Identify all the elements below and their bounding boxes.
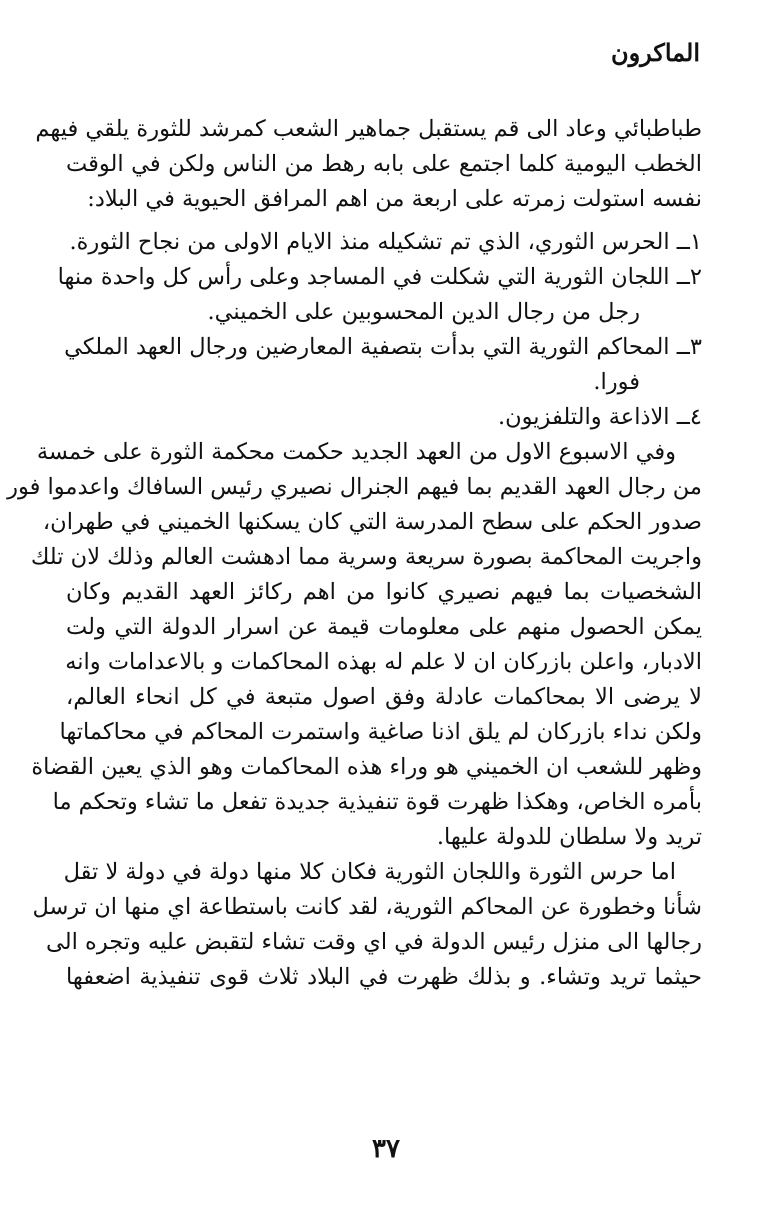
- text-line: الشخصيات بما فيهم نصيري كانوا من اهم ركائز العهد القديم وكان: [66, 579, 702, 605]
- running-head-title: الماكرون: [610, 38, 700, 67]
- text-line: رجالها الى منزل رئيس الدولة في اي وقت تشاء لتقبض عليه وتجره الى: [46, 929, 702, 955]
- text-line: حيثما تريد وتشاء. و بذلك ظهرت في البلاد ثلاث قوى تنفيذية اضعفها: [66, 964, 702, 990]
- list-item-4: ٤ــ الاذاعة والتلفزيون.: [498, 404, 702, 430]
- text-line: صدور الحكم على سطح المدرسة التي كان يسكنها الخميني في طهران،: [42, 509, 702, 535]
- list-item-2-continued: رجل من رجال الدين المحسوبين على الخميني.: [207, 299, 640, 325]
- text-line: وظهر للشعب ان الخميني هو وراء هذه المحاكمات وهو الذي يعين القضاة: [31, 754, 702, 780]
- text-line: الادبار، واعلن بازركان ان لا علم له بهذه المحاكمات و بالاعدامات وانه: [65, 649, 702, 675]
- text-line: وفي الاسبوع الاول من العهد الجديد حكمت محكمة الثورة على خمسة: [36, 439, 676, 465]
- text-line: تريد ولا سلطان للدولة عليها.: [436, 824, 702, 850]
- text-line: نفسه استولت زمرته على اربعة من اهم المرافق الحيوية في البلاد:: [87, 186, 702, 212]
- text-line: واجريت المحاكمة بصورة سريعة وسرية مما ادهشت العالم وذلك لان تلك: [30, 544, 702, 570]
- text-line: شأنا وخطورة عن المحاكم الثورية، لقد كانت باستطاعة اي منها ان ترسل: [32, 894, 702, 920]
- list-item-3: ٣ــ المحاكم الثورية التي بدأت بتصفية المعارضين ورجال العهد الملكي: [64, 334, 702, 360]
- text-line: لا يرضى الا بمحاكمات عادلة وفق اصول متبعة في كل انحاء العالم،: [66, 684, 702, 710]
- text-line: اما حرس الثورة واللجان الثورية فكان كلا منها دولة في دولة لا تقل: [63, 859, 676, 885]
- text-line: يمكن الحصول منهم على معلومات قيمة عن اسرار الدولة التي ولت: [66, 614, 702, 640]
- page-number: ٣٧: [372, 1134, 400, 1164]
- body-text: [7, 112, 702, 995]
- list-item-2: ٢ــ اللجان الثورية التي شكلت في المساجد وعلى رأس كل واحدة منها: [57, 264, 702, 290]
- text-line: بأمره الخاص، وهكذا ظهرت قوة تنفيذية جديدة تفعل ما تشاء وتحكم ما: [52, 789, 702, 815]
- text-line: ولكن نداء بازركان لم يلق اذنا صاغية واستمرت المحاكم في محاكماتها: [59, 719, 702, 745]
- text-line: من رجال العهد القديم بما فيهم الجنرال نصيري رئيس السافاك واعدموا فور: [7, 474, 702, 500]
- list-item-1: ١ــ الحرس الثوري، الذي تم تشكيله منذ الايام الاولى من نجاح الثورة.: [69, 229, 702, 255]
- list-item-3-continued: فورا.: [593, 369, 640, 395]
- text-line: الخطب اليومية كلما اجتمع على بابه رهط من الناس ولكن في الوقت: [66, 151, 702, 177]
- text-line: طباطبائي وعاد الى قم يستقبل جماهير الشعب كمرشد للثورة يلقي فيهم: [35, 116, 702, 142]
